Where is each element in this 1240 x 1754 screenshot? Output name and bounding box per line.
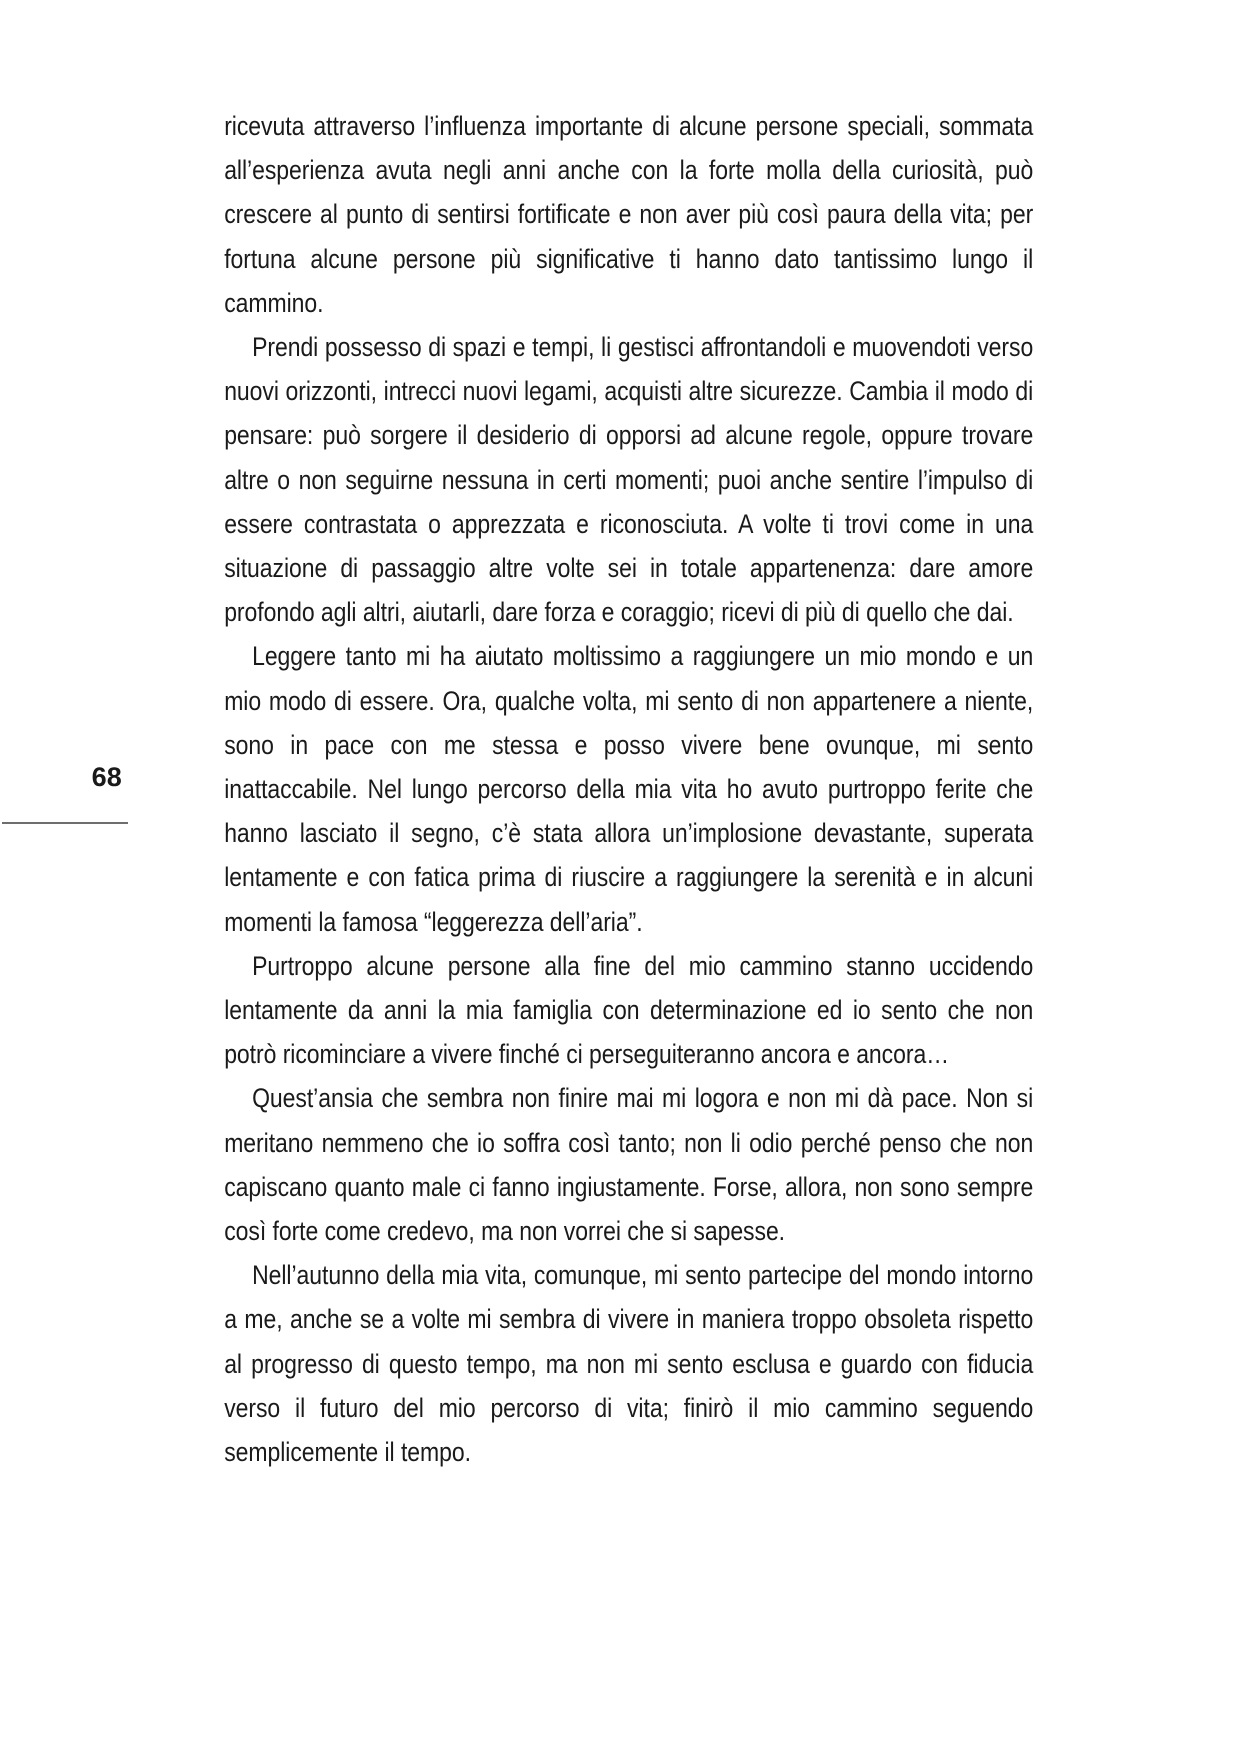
- paragraph-5: Quest’ansia che sembra non finire mai mi logora e non mi dà pace. Non si meritano nemmeno che io soffra così tanto; non li odio perché penso che non capiscano quanto male ci fanno ingiustamente. Forse, allora, non sono sempre così forte come credevo, ma non vorrei che si sapesse.: [224, 1082, 1040, 1247]
- paragraph-6: Nell’autunno della mia vita, comunque, mi sento partecipe del mondo intorno a me, anche se a volte mi sembra di vivere in maniera troppo obsoleta rispetto al progresso di questo tempo, ma non mi sento esclusa e guardo con fiducia verso il futuro del mio percorso di vita; finirò il mio cammino seguendo semplicemente il tempo.: [224, 1259, 1040, 1468]
- paragraph-4: Purtroppo alcune persone alla fine del mio cammino stanno uccidendo lentamente da anni la mia famiglia con determinazione ed io sento che non potrò ricominciare a vivere finché ci perseguiteranno ancora e ancora…: [224, 949, 1040, 1070]
- page-number: 68: [91, 762, 122, 792]
- paragraph-2: Prendi possesso di spazi e tempi, li gestisci affrontandoli e muovendoti verso nuovi orizzonti, intrecci nuovi legami, acquisti altre sicurezze. Cambia il modo di pensare: può sorgere il desiderio di opporsi ad alcune regole, oppure trovare altre o non seguirne nessuna in certi momenti; puoi anche sentire l’impulso di essere contrastata o apprezzata e riconosciuta. A volte ti trovi come in una situazione di passaggio altre volte sei in totale appartenenza: dare amore profondo agli altri, aiutarli, dare forza e coraggio; ricevi di più di quello che dai.: [224, 331, 1040, 628]
- paragraph-1: ricevuta attraverso l’influenza importante di alcune persone speciali, sommata all’esperienza avuta negli anni anche con la forte molla della curiosità, può crescere al punto di sentirsi fortificate e non aver più così paura della vita; per fortuna alcune persone più significative ti hanno dato tantissimo lungo il cammino.: [224, 110, 1040, 318]
- folio-block: [0, 762, 130, 824]
- body-text-column: [224, 104, 1040, 1474]
- folio-divider-rule: [2, 822, 128, 824]
- paragraph-3: Leggere tanto mi ha aiutato moltissimo a raggiungere un mio mondo e un mio modo di essere. Ora, qualche volta, mi sento di non appartenere a niente, sono in pace con me stessa e posso vivere bene ovunque, mi sento inattaccabile. Nel lungo percorso della mia vita ho avuto purtroppo ferite che hanno lasciato il segno, c’è stata allora un’implosione devastante, superata lentamente e con fatica prima di riuscire a raggiungere la serenità e in alcuni momenti la famosa “leggerezza dell’aria”.: [224, 640, 1040, 937]
